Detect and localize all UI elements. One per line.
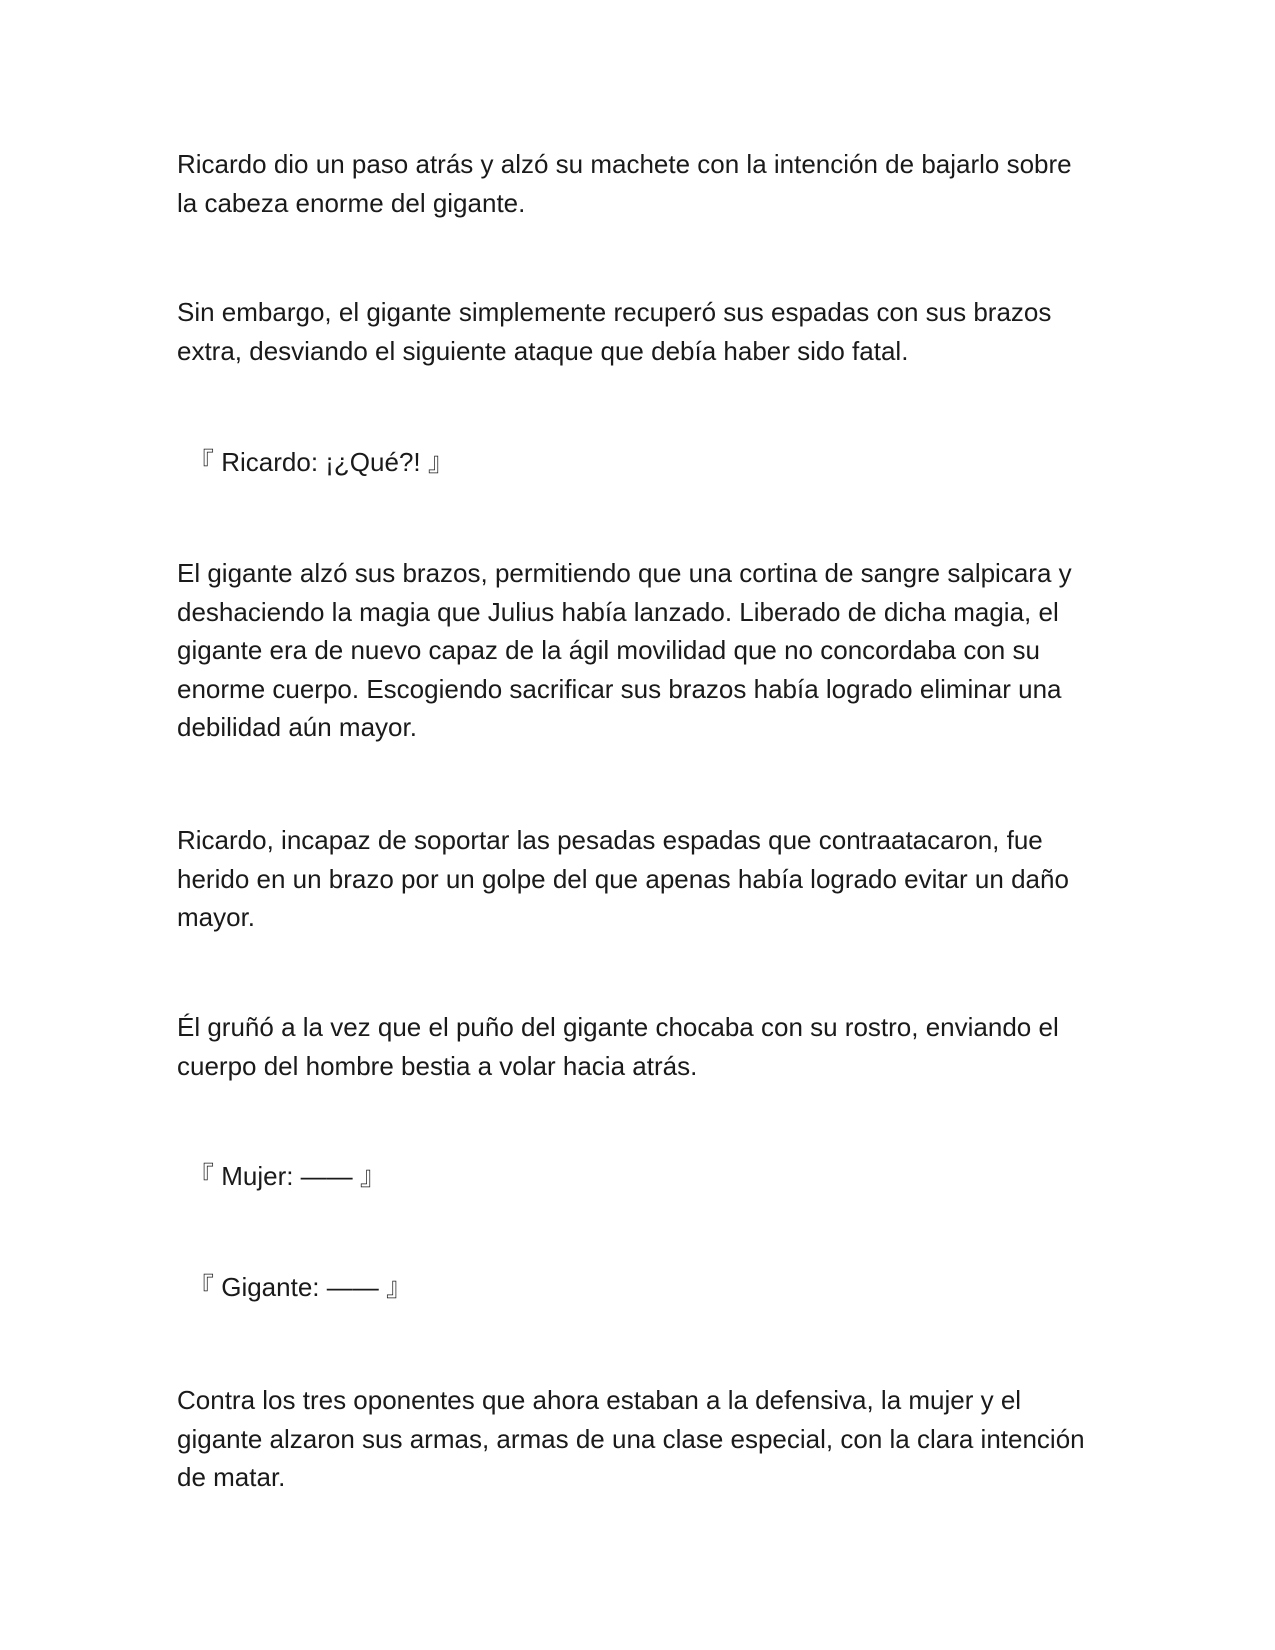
paragraph-3 <box>177 554 1107 747</box>
paragraph-line: El gigante alzó sus brazos, permitiendo que una cortina de sangre salpicara y <box>177 558 1072 588</box>
paragraph-line: la cabeza enorme del gigante. <box>177 187 526 218</box>
paragraph-line: extra, desviando el siguiente ataque que debía haber sido fatal. <box>177 335 909 366</box>
paragraph-line: herido en un brazo por un golpe del que apenas había logrado evitar un daño <box>177 863 1069 894</box>
paragraph-line: Él gruñó a la vez que el puño del gigante chocaba con su rostro, enviando el <box>177 1012 1059 1042</box>
dialogue-mujer <box>188 1157 1118 1196</box>
paragraph-5 <box>177 1008 1107 1085</box>
paragraph-2 <box>177 293 1107 370</box>
paragraph-line: Ricardo dio un paso atrás y alzó su machete con la intención de bajarlo sobre <box>177 149 1072 179</box>
paragraph-line: debilidad aún mayor. <box>177 712 417 742</box>
paragraph-4 <box>177 821 1107 937</box>
paragraph-line: enorme cuerpo. Escogiendo sacrificar sus brazos había logrado eliminar una <box>177 673 1062 704</box>
paragraph-line: mayor. <box>177 902 256 932</box>
dialogue-line: 『 Ricardo: ¡¿Qué?! 』 <box>188 447 454 477</box>
paragraph-line: Ricardo, incapaz de soportar las pesadas espadas que contraatacaron, fue <box>177 825 1043 855</box>
paragraph-line: deshaciendo la magia que Julius había lanzado. Liberado de dicha magia, el <box>177 596 1059 627</box>
dialogue-line: 『 Mujer: —— 』 <box>188 1161 386 1191</box>
paragraph-line: de matar. <box>177 1462 286 1492</box>
paragraph-line: Sin embargo, el gigante simplemente recuperó sus espadas con sus brazos <box>177 297 1052 327</box>
paragraph-6 <box>177 1381 1107 1497</box>
paragraph-1 <box>177 145 1107 222</box>
paragraph-line: gigante era de nuevo capaz de la ágil movilidad que no concordaba con su <box>177 635 1040 665</box>
dialogue-ricardo <box>188 443 1118 482</box>
paragraph-line: Contra los tres oponentes que ahora estaban a la defensiva, la mujer y el <box>177 1385 1022 1415</box>
paragraph-line: gigante alzaron sus armas, armas de una clase especial, con la clara intención <box>177 1423 1085 1454</box>
dialogue-gigante <box>188 1268 1118 1307</box>
paragraph-line: cuerpo del hombre bestia a volar hacia atrás. <box>177 1050 698 1081</box>
dialogue-line: 『 Gigante: —— 』 <box>188 1272 412 1302</box>
